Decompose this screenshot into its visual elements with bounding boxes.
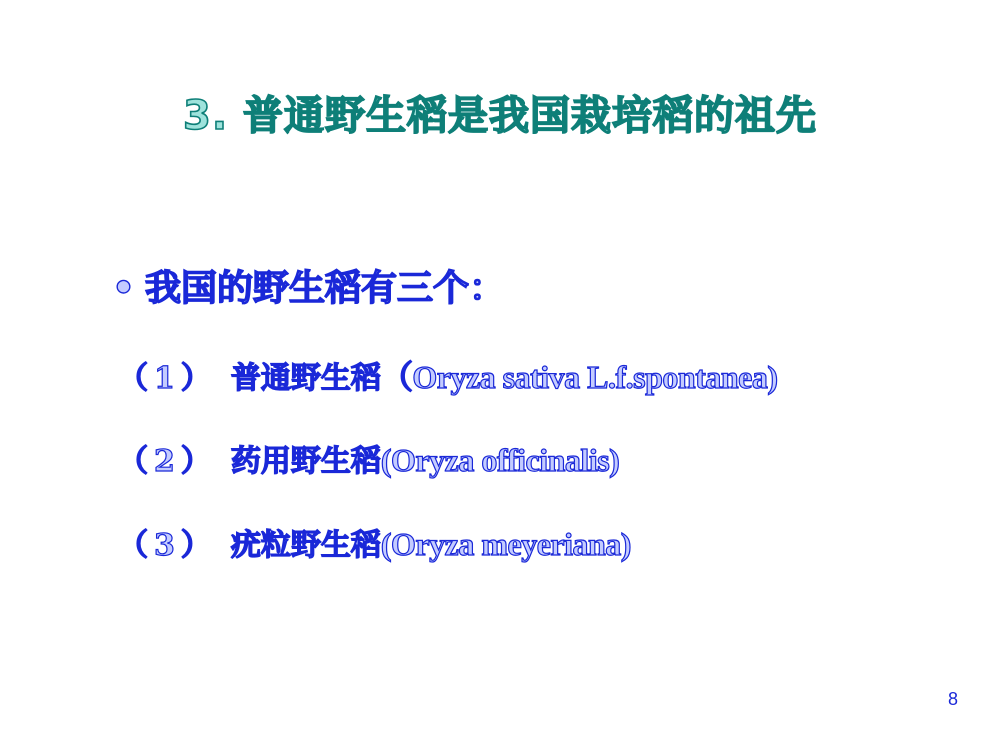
item-number: （1） (118, 361, 217, 396)
list-item (118, 520, 631, 564)
item-chinese-name: 普通野生稻 (230, 361, 381, 396)
item-latin-name: （Oryza sativa L.f.spontanea) (380, 359, 778, 395)
bullet-icon: • (112, 268, 136, 309)
item-chinese-name: 疣粒野生稻 (230, 528, 381, 563)
item-chinese-name: 药用野生稻 (230, 444, 381, 479)
bullet-line (112, 260, 505, 311)
item-latin-name: (Oryza meyeriana) (380, 526, 631, 562)
item-number: （3） (118, 528, 217, 563)
item-latin-name: (Oryza officinalis) (380, 442, 620, 478)
page-number: 8 (947, 689, 958, 709)
slide-title: 3. 普通野生稻是我国栽培稻的祖先 (183, 93, 817, 139)
bullet-text: 我国的野生稻有三个： (145, 268, 506, 309)
list-item (118, 352, 778, 398)
list-item (118, 436, 619, 480)
item-number: （2） (118, 444, 217, 479)
